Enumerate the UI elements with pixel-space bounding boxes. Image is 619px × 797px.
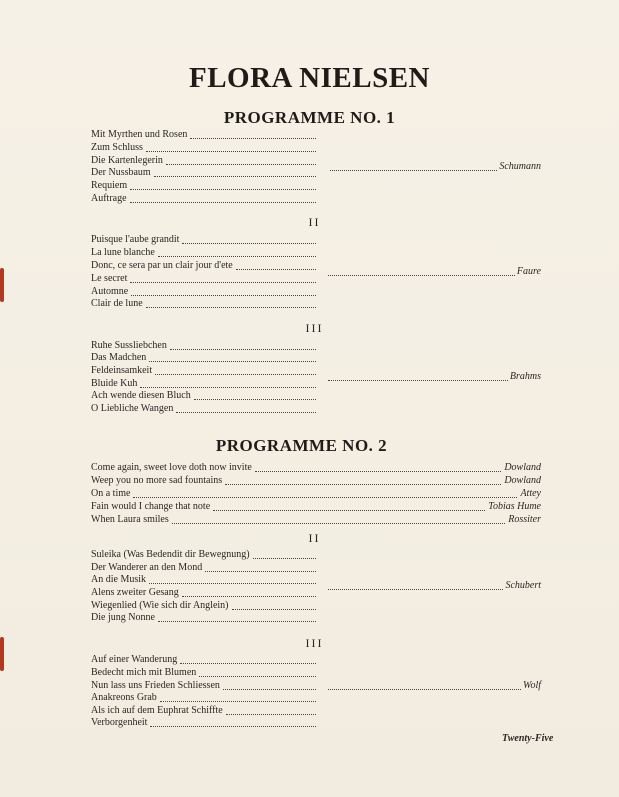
dot-leader (330, 161, 497, 171)
list-item (91, 586, 316, 599)
dot-leader (328, 371, 508, 381)
dot-leader (166, 155, 316, 165)
composer-name: Rossiter (508, 514, 541, 525)
dot-leader (328, 580, 503, 590)
song-title: On a time (91, 488, 131, 499)
composer-line (330, 160, 541, 173)
binding-mark (0, 268, 4, 302)
page-number: Twenty-Five (502, 733, 554, 744)
list-item (91, 573, 316, 586)
section-numeral: III (305, 321, 324, 335)
song-title: Fain would I change that note (91, 501, 211, 512)
dot-leader (170, 340, 316, 350)
song-title: Als ich auf dem Euphrat Schiffte (91, 705, 223, 716)
dot-leader (172, 514, 505, 524)
song-title: Das Madchen (91, 352, 147, 363)
list-item (91, 716, 316, 729)
song-title: Auftrage (91, 193, 127, 204)
list-item (91, 351, 316, 364)
song-title: La lune blanche (91, 247, 155, 258)
list-item (91, 402, 316, 415)
composer-name: Attey (520, 488, 541, 499)
list-item (91, 487, 541, 500)
song-title: Mit Myrthen und Rosen (91, 129, 188, 140)
song-title: Automne (91, 286, 129, 297)
dot-leader (149, 352, 316, 362)
dot-leader (225, 475, 501, 485)
list-item (91, 666, 316, 679)
composer-line (328, 579, 541, 592)
dot-leader (158, 247, 316, 257)
composer-name: Schubert (505, 580, 541, 591)
dot-leader (194, 390, 316, 400)
list-item (91, 259, 316, 272)
song-title: Alens zweiter Gesang (91, 587, 179, 598)
song-title: Nun lass uns Frieden Schliessen (91, 680, 220, 691)
dot-leader (146, 142, 316, 152)
dot-leader (180, 654, 316, 664)
dot-leader (213, 501, 485, 511)
dot-leader (158, 612, 316, 622)
dot-leader (182, 587, 316, 597)
song-title: Verborgenheit (91, 717, 148, 728)
section-numeral: II (308, 531, 321, 545)
dot-leader (182, 234, 316, 244)
list-item (91, 653, 316, 666)
song-title: Auf einer Wanderung (91, 654, 178, 665)
list-item (91, 192, 316, 205)
song-title: Die Kartenlegerin (91, 155, 163, 166)
song-title: Weep you no more sad fountains (91, 475, 223, 486)
dot-leader (236, 260, 316, 270)
list-item (91, 141, 316, 154)
dot-leader (130, 273, 316, 283)
list-item (91, 246, 316, 259)
song-title: Clair de lune (91, 298, 143, 309)
dot-leader (223, 680, 316, 690)
list-item (91, 548, 316, 561)
dot-leader (176, 403, 316, 413)
song-title: Anakreons Grab (91, 692, 157, 703)
composer-name: Dowland (504, 462, 541, 473)
list-item (91, 128, 316, 141)
song-title: Der Nussbaum (91, 167, 151, 178)
dot-leader (130, 193, 316, 203)
dot-leader (131, 286, 316, 296)
section-numeral: III (305, 636, 324, 650)
composer-name: Wolf (523, 680, 541, 691)
dot-leader (149, 574, 316, 584)
composer-name: Faure (516, 266, 541, 277)
list-item (91, 500, 541, 513)
song-title: Der Wanderer an den Mond (91, 562, 203, 573)
dot-leader (205, 562, 316, 572)
list-item (91, 364, 316, 377)
song-title: Die jung Nonne (91, 612, 155, 623)
song-title: Bedecht mich mit Blumen (91, 667, 197, 678)
list-item (91, 461, 541, 474)
dot-leader (328, 266, 515, 276)
list-item (91, 297, 316, 310)
song-title: Puisque l'aube grandit (91, 234, 180, 245)
dot-leader (160, 692, 316, 702)
list-item (91, 179, 316, 192)
composer-line (328, 679, 541, 692)
song-title: Suleika (Was Bedendit dir Bewegnung) (91, 549, 250, 560)
composer-name: Dowland (504, 475, 541, 486)
song-title: An die Musik (91, 574, 146, 585)
dot-leader (140, 378, 316, 388)
list-item (91, 691, 316, 704)
dot-leader (232, 600, 317, 610)
dot-leader (226, 705, 316, 715)
composer-name: Tobias Hume (488, 501, 541, 512)
song-title: Le secret (91, 273, 128, 284)
composer-line (328, 265, 541, 278)
list-item (91, 233, 316, 246)
composer-line (328, 370, 541, 383)
song-title: O Liebliche Wangen (91, 403, 174, 414)
song-title: Donc, ce sera par un clair jour d'ete (91, 260, 233, 271)
list-item (91, 513, 541, 526)
song-title: Come again, sweet love doth now invite (91, 462, 252, 473)
dot-leader (133, 488, 517, 498)
dot-leader (155, 365, 316, 375)
song-title: Bluide Kuh (91, 378, 138, 389)
dot-leader (154, 167, 316, 177)
song-title: Ach wende diesen Bluch (91, 390, 191, 401)
list-item (91, 611, 316, 624)
dot-leader (199, 667, 316, 677)
programme-1-heading: PROGRAMME NO. 1 (223, 108, 396, 127)
song-title: Feldeinsamkeit (91, 365, 153, 376)
page-title: FLORA NIELSEN (189, 62, 430, 94)
dot-leader (328, 680, 521, 690)
dot-leader (253, 549, 316, 559)
dot-leader (146, 298, 316, 308)
song-title: Wiegenlied (Wie sich dir Anglein) (91, 600, 229, 611)
composer-name: Brahms (509, 371, 541, 382)
composer-name: Schumann (499, 161, 541, 172)
programme-2-heading: PROGRAMME NO. 2 (215, 436, 388, 455)
list-item (91, 166, 316, 179)
song-title: Zum Schluss (91, 142, 143, 153)
song-title: When Laura smiles (91, 514, 169, 525)
list-item (91, 272, 316, 285)
section-numeral: II (308, 215, 321, 229)
dot-leader (190, 129, 316, 139)
dot-leader (150, 717, 316, 727)
song-title: Requiem (91, 180, 128, 191)
dot-leader (130, 180, 316, 190)
list-item (91, 474, 541, 487)
dot-leader (255, 462, 502, 472)
list-item (91, 389, 316, 402)
song-title: Ruhe Sussliebchen (91, 340, 167, 351)
